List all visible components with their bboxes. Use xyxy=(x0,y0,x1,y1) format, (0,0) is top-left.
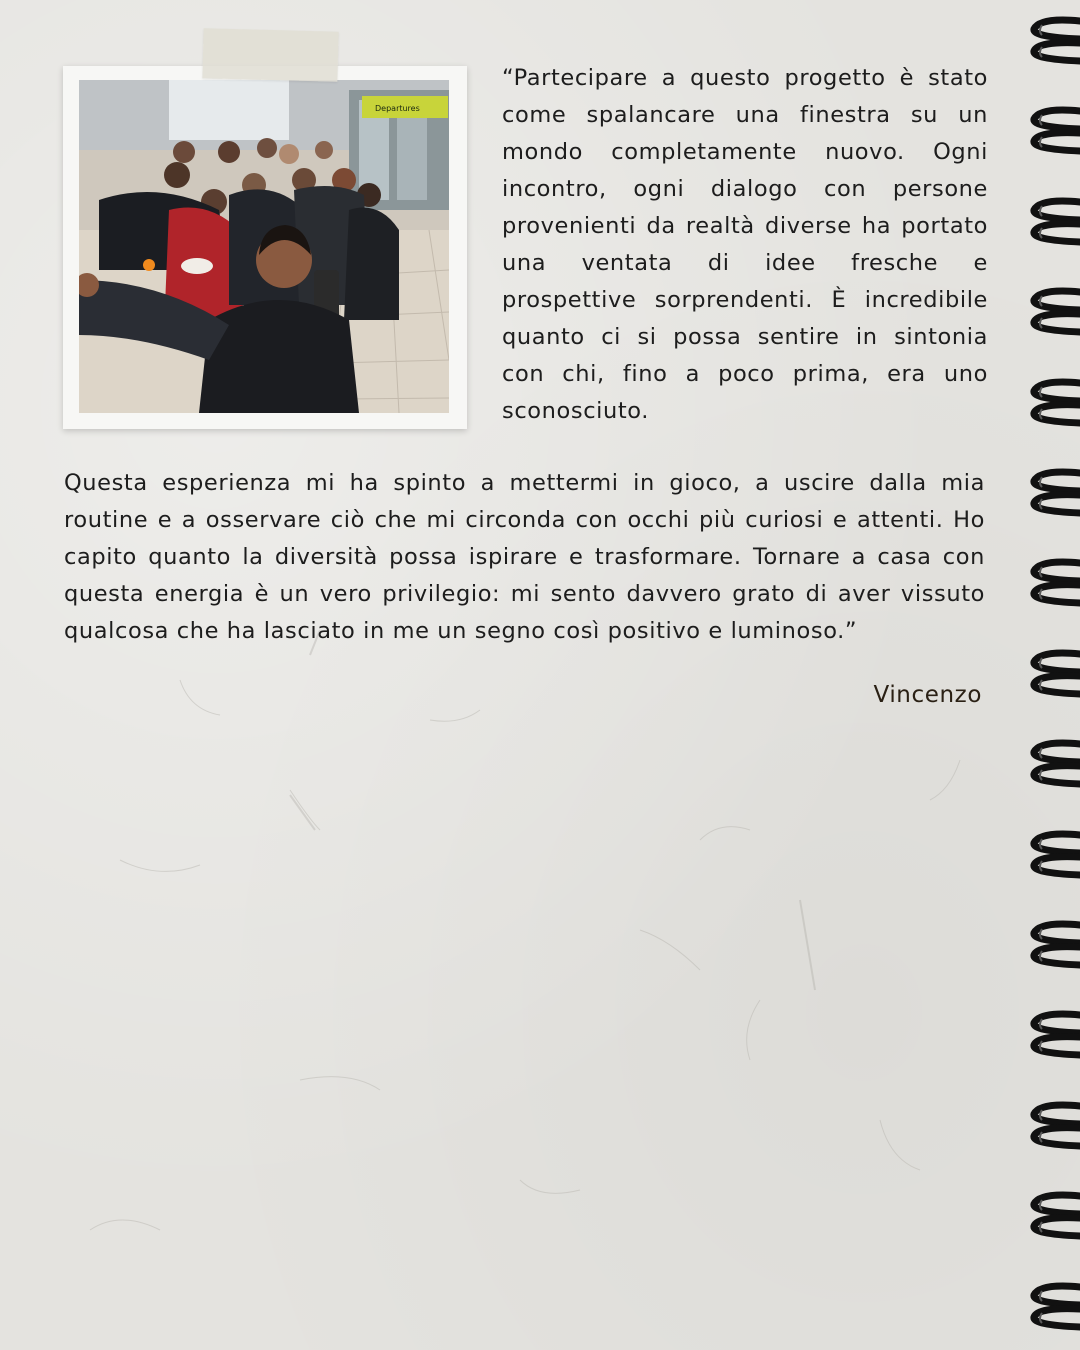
spiral-ring-icon xyxy=(1026,377,1080,433)
spiral-ring-icon xyxy=(1026,15,1080,71)
quote-line: Questa esperienza mi ha spinto a mettermi in gioco, a uscire dalla mia xyxy=(64,470,985,496)
quote-line: incontro, ogni dialogo con persone xyxy=(502,176,988,202)
spiral-ring-icon xyxy=(1026,1190,1080,1246)
spiral-ring-icon xyxy=(1026,648,1080,704)
quote-line: questa energia è un vero privilegio: mi sento davvero grato di aver vissuto xyxy=(64,581,985,607)
quote-line: una ventata di idee fresche e xyxy=(502,250,988,276)
quote-line: “Partecipare a questo progetto è stato xyxy=(502,65,988,91)
quote-line: qualcosa che ha lasciato in me un segno così positivo e luminoso.” xyxy=(64,618,858,644)
spiral-ring-icon xyxy=(1026,1009,1080,1065)
quote-line: con chi, fino a poco prima, era uno xyxy=(502,361,988,387)
quote-line: quanto ci si possa sentire in sintonia xyxy=(502,324,988,350)
spiral-ring-icon xyxy=(1026,105,1080,161)
quote-paragraph-1 xyxy=(502,60,988,430)
quote-paragraph-2 xyxy=(64,465,985,650)
departures-sign: Departures xyxy=(375,104,420,113)
spiral-ring-icon xyxy=(1026,1100,1080,1156)
photo-frame xyxy=(63,66,467,429)
spiral-ring-icon xyxy=(1026,919,1080,975)
author-signature: Vincenzo xyxy=(873,682,982,708)
spiral-binding xyxy=(1026,0,1080,1350)
quote-line: prospettive sorprendenti. È incredibile xyxy=(502,287,988,313)
spiral-ring-icon xyxy=(1026,1281,1080,1337)
spiral-ring-icon xyxy=(1026,286,1080,342)
quote-line: provenienti da realtà diverse ha portato xyxy=(502,213,988,239)
spiral-ring-icon xyxy=(1026,467,1080,523)
spiral-ring-icon xyxy=(1026,738,1080,794)
quote-line: routine e a osservare ciò che mi circonda con occhi più curiosi e attenti. Ho xyxy=(64,507,985,533)
spiral-ring-icon xyxy=(1026,829,1080,885)
quote-line: sconosciuto. xyxy=(502,398,650,424)
spiral-ring-icon xyxy=(1026,196,1080,252)
tape-strip xyxy=(202,28,338,82)
quote-line: come spalancare una finestra su un xyxy=(502,102,988,128)
group-selfie-photo xyxy=(79,80,449,413)
spiral-ring-icon xyxy=(1026,557,1080,613)
quote-line: mondo completamente nuovo. Ogni xyxy=(502,139,988,165)
quote-line: capito quanto la diversità possa ispirare e trasformare. Tornare a casa con xyxy=(64,544,985,570)
